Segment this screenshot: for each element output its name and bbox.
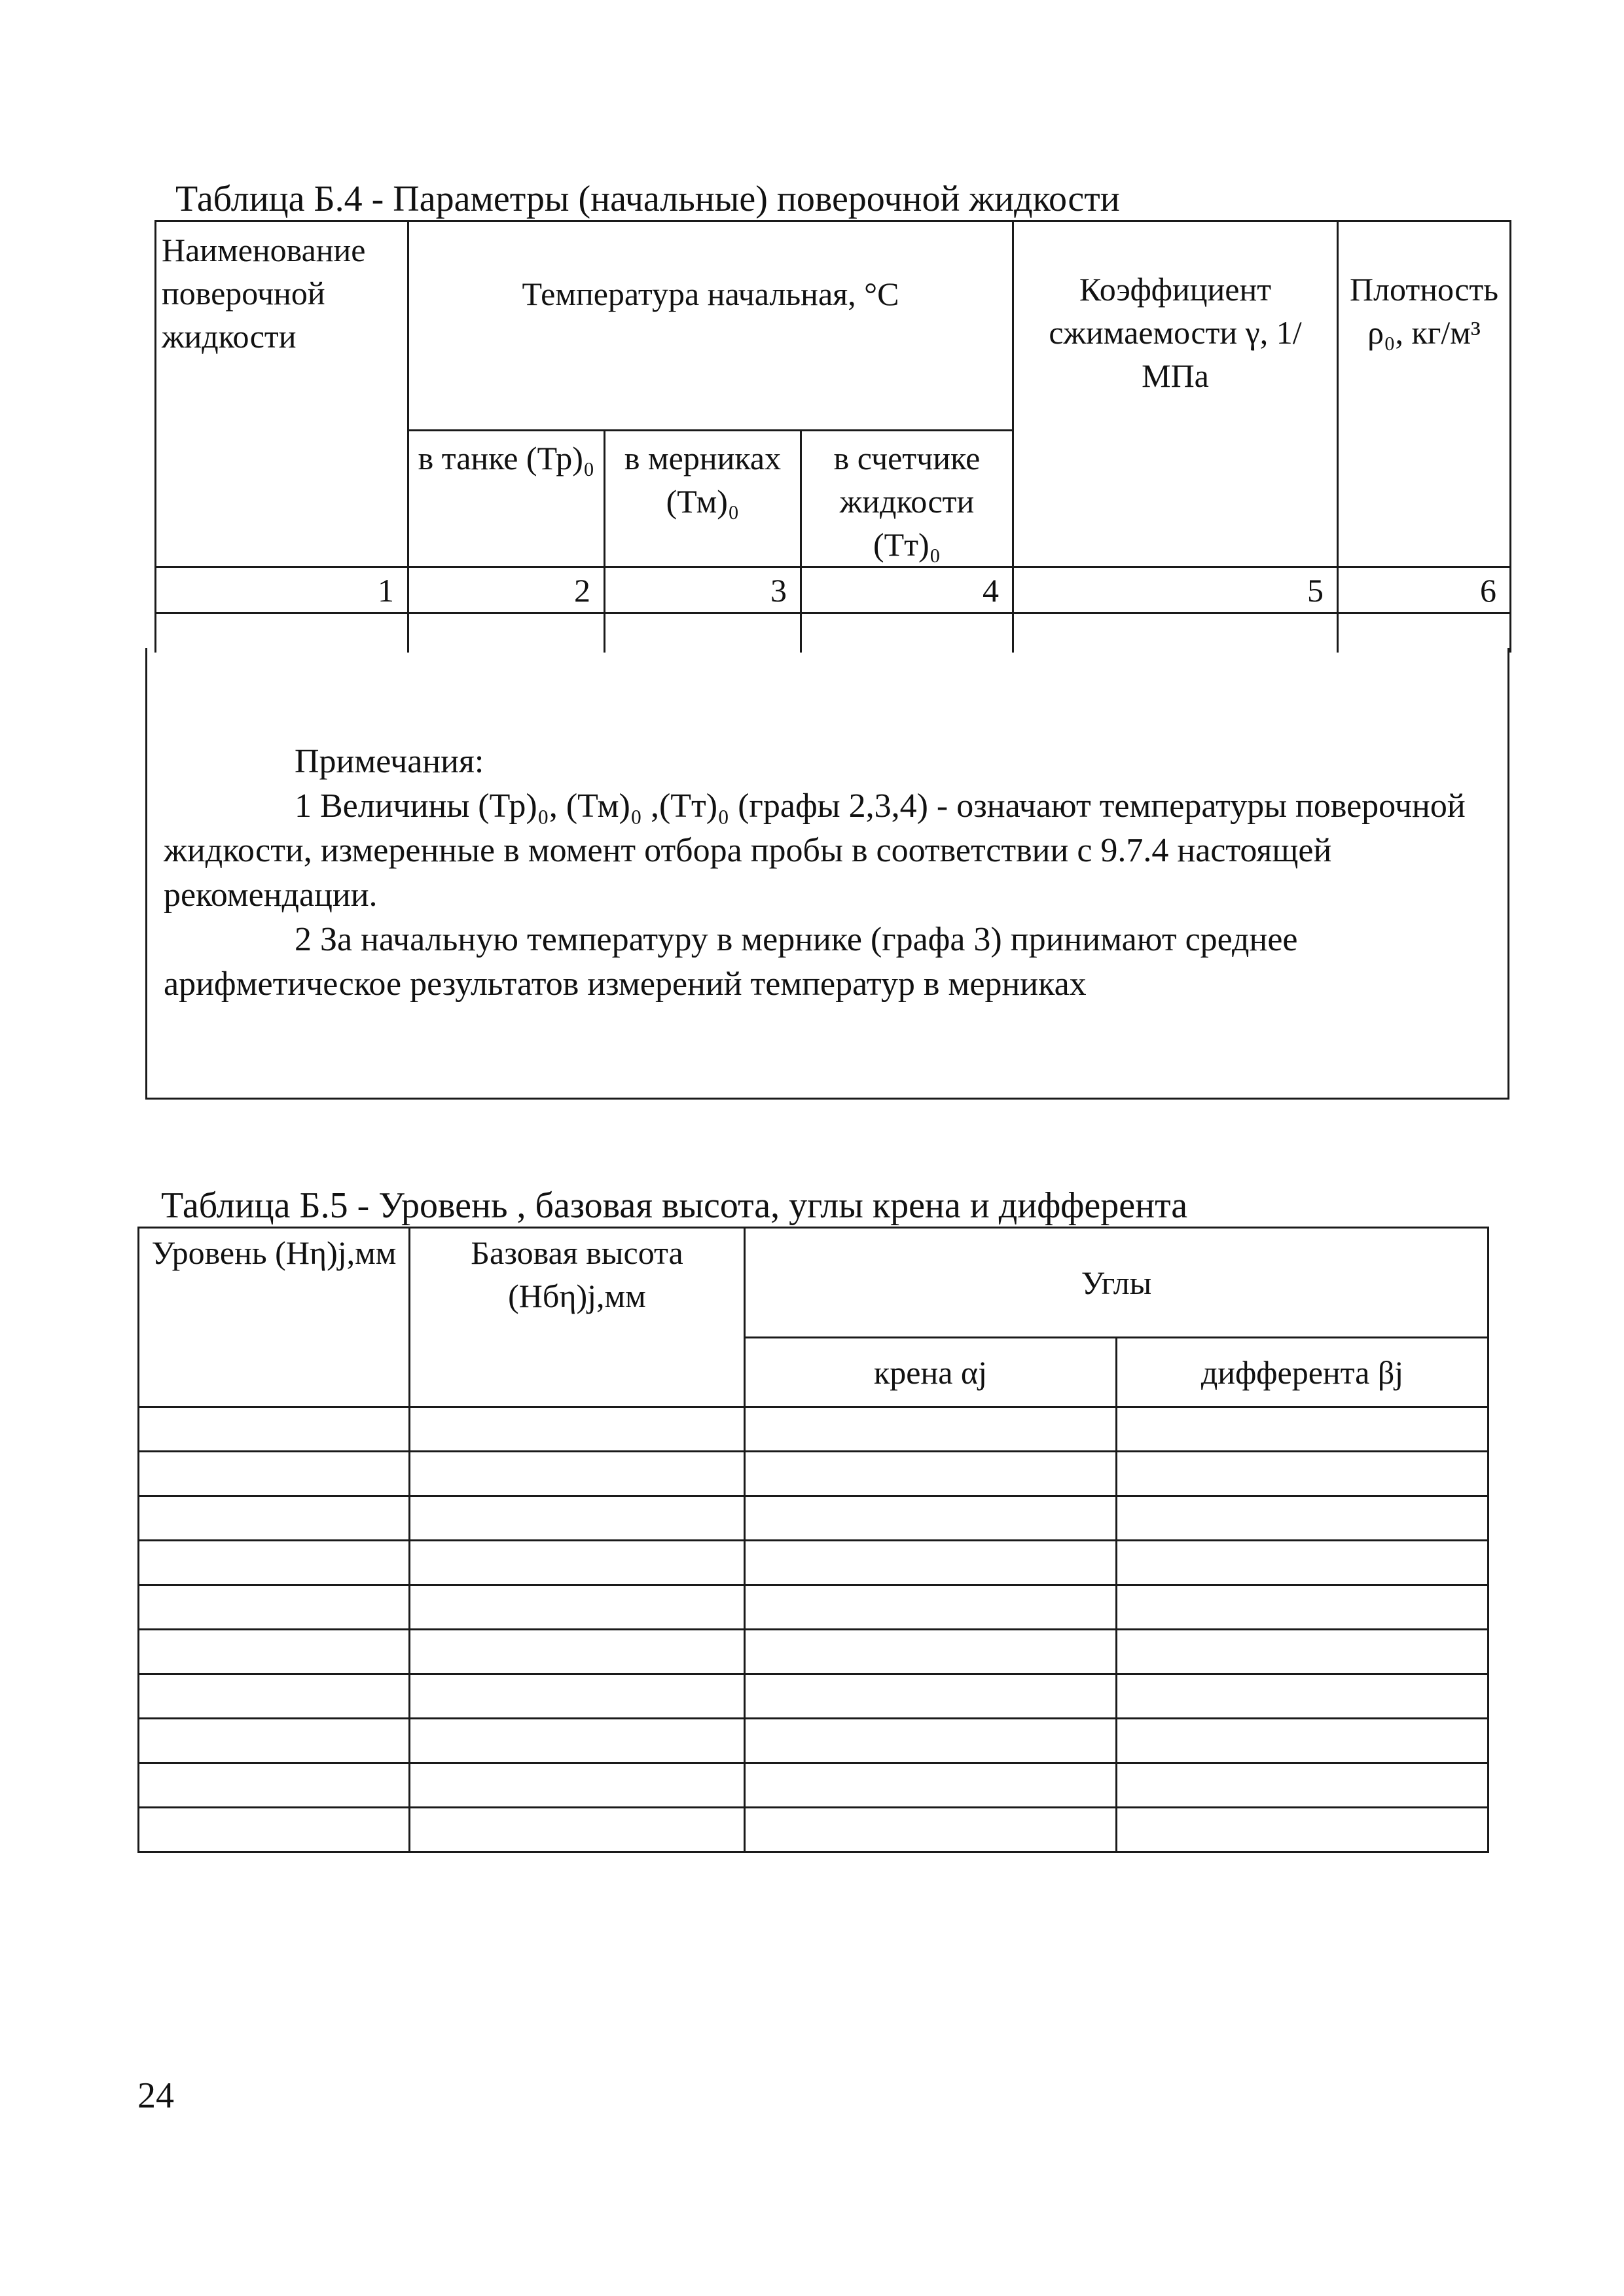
- table-cell: [1117, 1407, 1489, 1452]
- table-cell: [745, 1719, 1117, 1763]
- table-row: [139, 1452, 1489, 1496]
- table-row: [156, 613, 1511, 653]
- column-number: 2: [408, 567, 605, 613]
- table-cell: [139, 1452, 410, 1496]
- note-1: 1 Величины (Тр)₀, (Тм)₀ ,(Тт)₀ (графы 2,3,4) - означают температуры поверочной жидкости, измеренные в момент отбора пробы в соответствии с 9.7.4 настоящей рекомендации.: [164, 787, 1466, 914]
- table-cell: [410, 1452, 745, 1496]
- table-cell: [745, 1407, 1117, 1452]
- table-cell: [410, 1763, 745, 1808]
- table-b5: [137, 1227, 1489, 1853]
- header-fluid-name: Наименование поверочной жидкости: [156, 221, 408, 567]
- table-row: [139, 1719, 1489, 1763]
- header-compressibility: Коэффициент сжимаемости γ, 1/МПа: [1013, 221, 1338, 567]
- page-number: 24: [137, 2075, 174, 2116]
- table-cell: [139, 1585, 410, 1630]
- header-density: Плотность ρ₀, кг/м³: [1338, 221, 1511, 567]
- table-cell: [745, 1452, 1117, 1496]
- header-temp-measure: в мерниках (Тм)₀: [605, 431, 801, 567]
- table-row: [139, 1674, 1489, 1719]
- table-row: [139, 1630, 1489, 1674]
- table-cell: [410, 1407, 745, 1452]
- table-row: [139, 1763, 1489, 1808]
- table-cell: [745, 1674, 1117, 1719]
- header-base-height: Базовая высота (Hбη)j,мм: [410, 1228, 745, 1407]
- table-cell: [139, 1630, 410, 1674]
- table-cell: [139, 1496, 410, 1541]
- table-b4-caption: Таблица Б.4 - Параметры (начальные) поверочной жидкости: [175, 179, 1120, 219]
- table-cell: [139, 1719, 410, 1763]
- table-cell: [1117, 1674, 1489, 1719]
- table-cell: [1117, 1763, 1489, 1808]
- notes-title: Примечания:: [295, 743, 484, 780]
- table-cell: [745, 1541, 1117, 1585]
- table-cell: [410, 1719, 745, 1763]
- table-cell: [410, 1630, 745, 1674]
- header-initial-temperature: Температура начальная, °С: [408, 221, 1013, 431]
- column-number: 1: [156, 567, 408, 613]
- column-number: 4: [801, 567, 1013, 613]
- table-b4: [154, 220, 1511, 653]
- table-cell: [1117, 1541, 1489, 1585]
- column-number: 5: [1013, 567, 1338, 613]
- table-cell: [410, 1674, 745, 1719]
- table-cell: [410, 1808, 745, 1852]
- table-cell: [410, 1496, 745, 1541]
- column-number-row: [156, 567, 1511, 613]
- table-cell: [1117, 1452, 1489, 1496]
- table-cell: [1117, 1808, 1489, 1852]
- table-row: [139, 1808, 1489, 1852]
- note-2: 2 За начальную температуру в мернике (графа 3) принимают среднее арифметическое результатов измерений температур в мерниках: [164, 921, 1298, 1003]
- table-cell: [410, 1541, 745, 1585]
- table-row: [139, 1585, 1489, 1630]
- table-cell: [745, 1585, 1117, 1630]
- table-cell: [139, 1808, 410, 1852]
- header-trim: дифферента βj: [1117, 1338, 1489, 1407]
- table-cell: [410, 1585, 745, 1630]
- table-cell: [1117, 1719, 1489, 1763]
- table-cell: [745, 1763, 1117, 1808]
- table-row: [139, 1541, 1489, 1585]
- table-row: [139, 1407, 1489, 1452]
- table-cell: [1117, 1496, 1489, 1541]
- table-cell: [139, 1541, 410, 1585]
- column-number: 6: [1338, 567, 1511, 613]
- header-temp-tank: в танке (Тр)₀: [408, 431, 605, 567]
- table-cell: [745, 1808, 1117, 1852]
- table-cell: [745, 1630, 1117, 1674]
- table-cell: [1117, 1630, 1489, 1674]
- table-cell: [139, 1407, 410, 1452]
- column-number: 3: [605, 567, 801, 613]
- header-level: Уровень (Hη)j,мм: [139, 1228, 410, 1407]
- table-row: [139, 1496, 1489, 1541]
- header-angles: Углы: [745, 1228, 1489, 1338]
- table-cell: [139, 1674, 410, 1719]
- table-cell: [745, 1496, 1117, 1541]
- table-cell: [1117, 1585, 1489, 1630]
- header-temp-counter: в счетчике жидкости (Тт)₀: [801, 431, 1013, 567]
- notes-block: [164, 740, 1473, 1007]
- table-b5-caption: Таблица Б.5 - Уровень , базовая высота, углы крена и дифферента: [161, 1185, 1188, 1226]
- table-cell: [139, 1763, 410, 1808]
- header-roll: крена αj: [745, 1338, 1117, 1407]
